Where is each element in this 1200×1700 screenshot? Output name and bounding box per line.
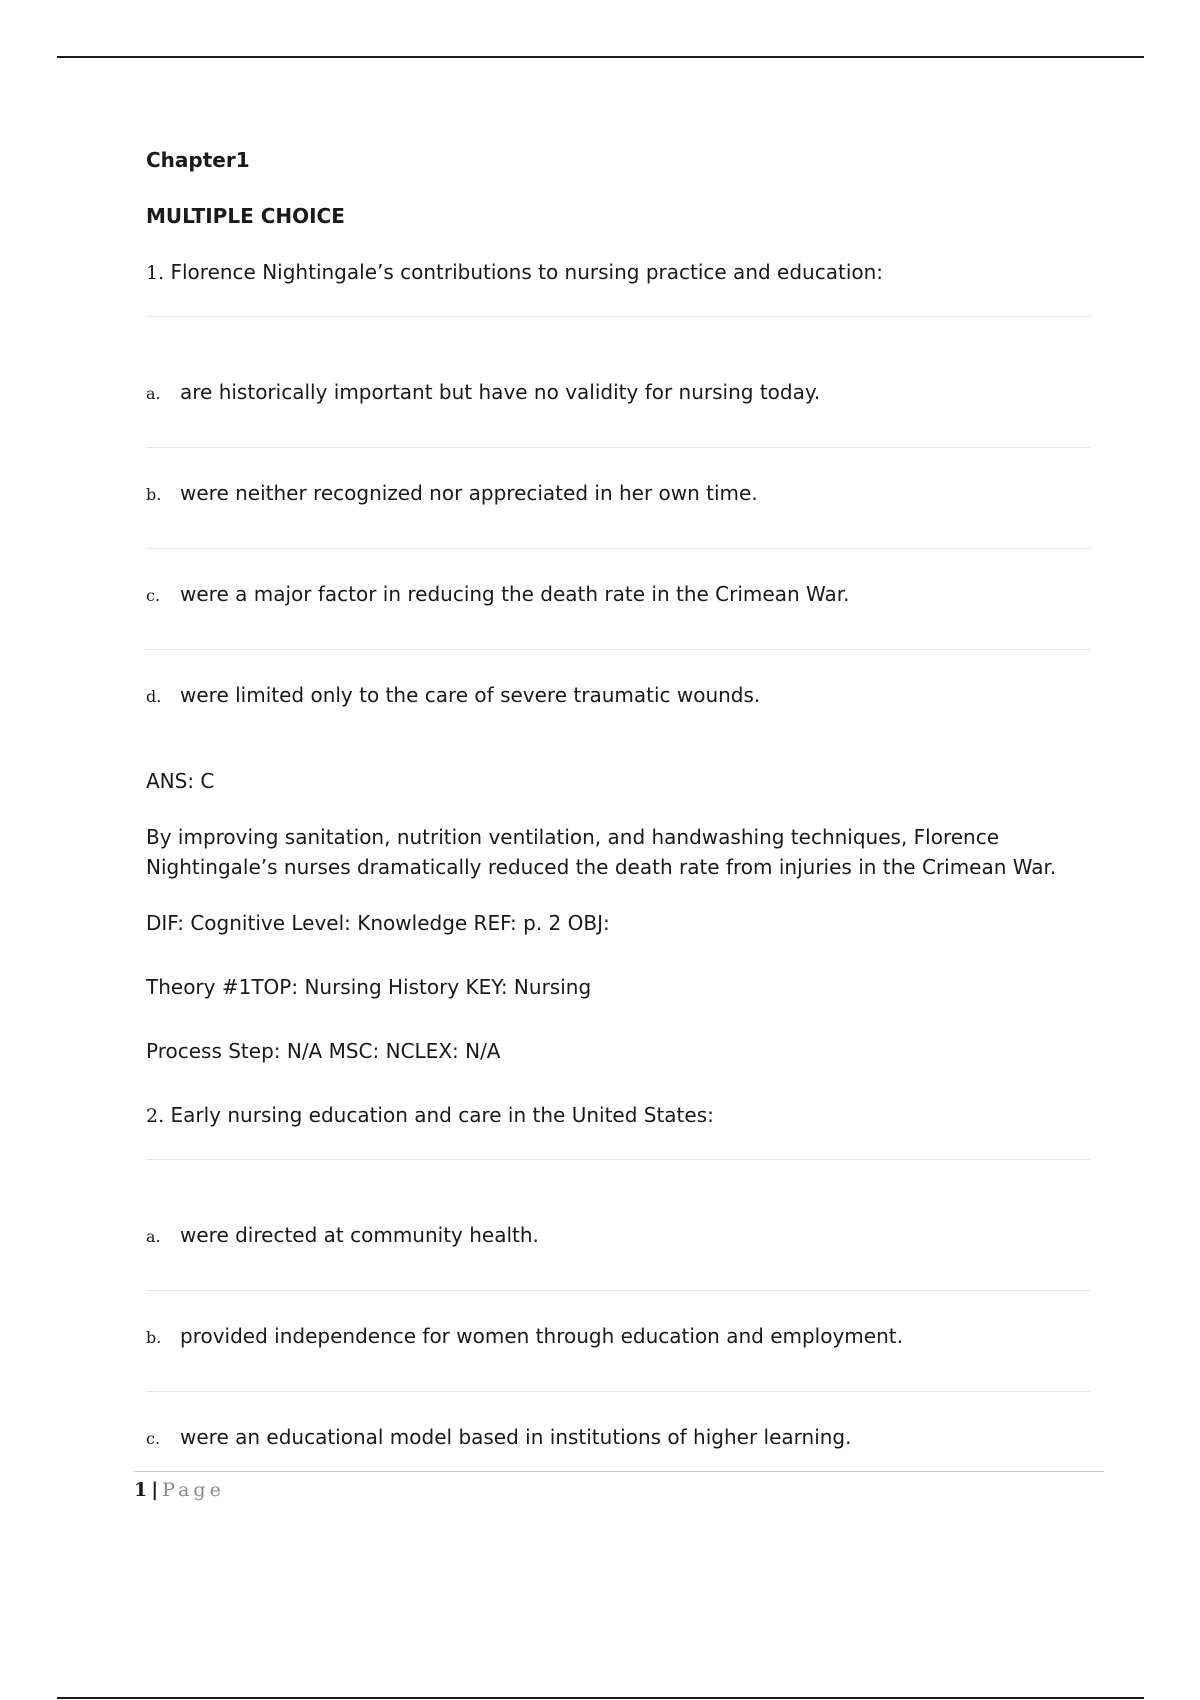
document-body [146, 145, 1090, 1454]
option-text: are historically important but have no validity for nursing today. [180, 380, 821, 404]
bottom-border-line [57, 1697, 1144, 1699]
page-separator: | [151, 1479, 159, 1501]
question-1 [146, 257, 1090, 1100]
metadata-line: Process Step: N/A MSC: NCLEX: N/A [146, 1039, 501, 1063]
question-number: 2. [146, 1105, 165, 1127]
option-letter: b. [146, 1328, 162, 1347]
section-title: MULTIPLE CHOICE [146, 204, 345, 228]
chapter-title: Chapter1 [146, 148, 250, 172]
question-2 [146, 1100, 1090, 1454]
option-letter: c. [146, 1429, 161, 1448]
question-text: Early nursing education and care in the United States: [170, 1103, 714, 1127]
option-letter: a. [146, 384, 161, 403]
option-b [146, 478, 1090, 510]
option-a [146, 1220, 1090, 1252]
question-text: Florence Nightingale’s contributions to nursing practice and education: [170, 260, 884, 284]
question-stem [146, 257, 1090, 288]
option-letter: a. [146, 1227, 161, 1246]
option-text: were directed at community health. [180, 1223, 539, 1247]
option-c [146, 579, 1090, 611]
option-b [146, 1321, 1090, 1353]
page-indicator [134, 1477, 1104, 1503]
option-text: provided independence for women through education and employment. [180, 1324, 903, 1348]
question-stem [146, 1100, 1090, 1131]
option-letter: d. [146, 687, 162, 706]
option-a [146, 377, 1090, 409]
option-text: were limited only to the care of severe traumatic wounds. [180, 683, 761, 707]
answer-key: ANS: C [146, 769, 215, 793]
metadata-line: DIF: Cognitive Level: Knowledge REF: p. 2 OBJ: [146, 911, 610, 935]
page-footer [134, 1471, 1104, 1503]
rationale: By improving sanitation, nutrition ventilation, and handwashing techniques, Florence Nightingale’s nurses dramatically reduced the death rate from injuries in the Crimean War. [146, 825, 1057, 879]
option-letter: b. [146, 485, 162, 504]
option-text: were a major factor in reducing the death rate in the Crimean War. [180, 582, 850, 606]
top-border-line [57, 56, 1144, 58]
page-label: Page [162, 1479, 225, 1501]
option-text: were neither recognized nor appreciated in her own time. [180, 481, 758, 505]
metadata-line: Theory #1TOP: Nursing History KEY: Nursing [146, 975, 592, 999]
page-number: 1 [134, 1479, 148, 1501]
option-text: were an educational model based in institutions of higher learning. [180, 1425, 852, 1449]
option-d [146, 680, 1090, 712]
option-letter: c. [146, 586, 161, 605]
option-c [146, 1422, 1090, 1454]
footer-divider [134, 1471, 1104, 1472]
question-number: 1. [146, 262, 165, 284]
